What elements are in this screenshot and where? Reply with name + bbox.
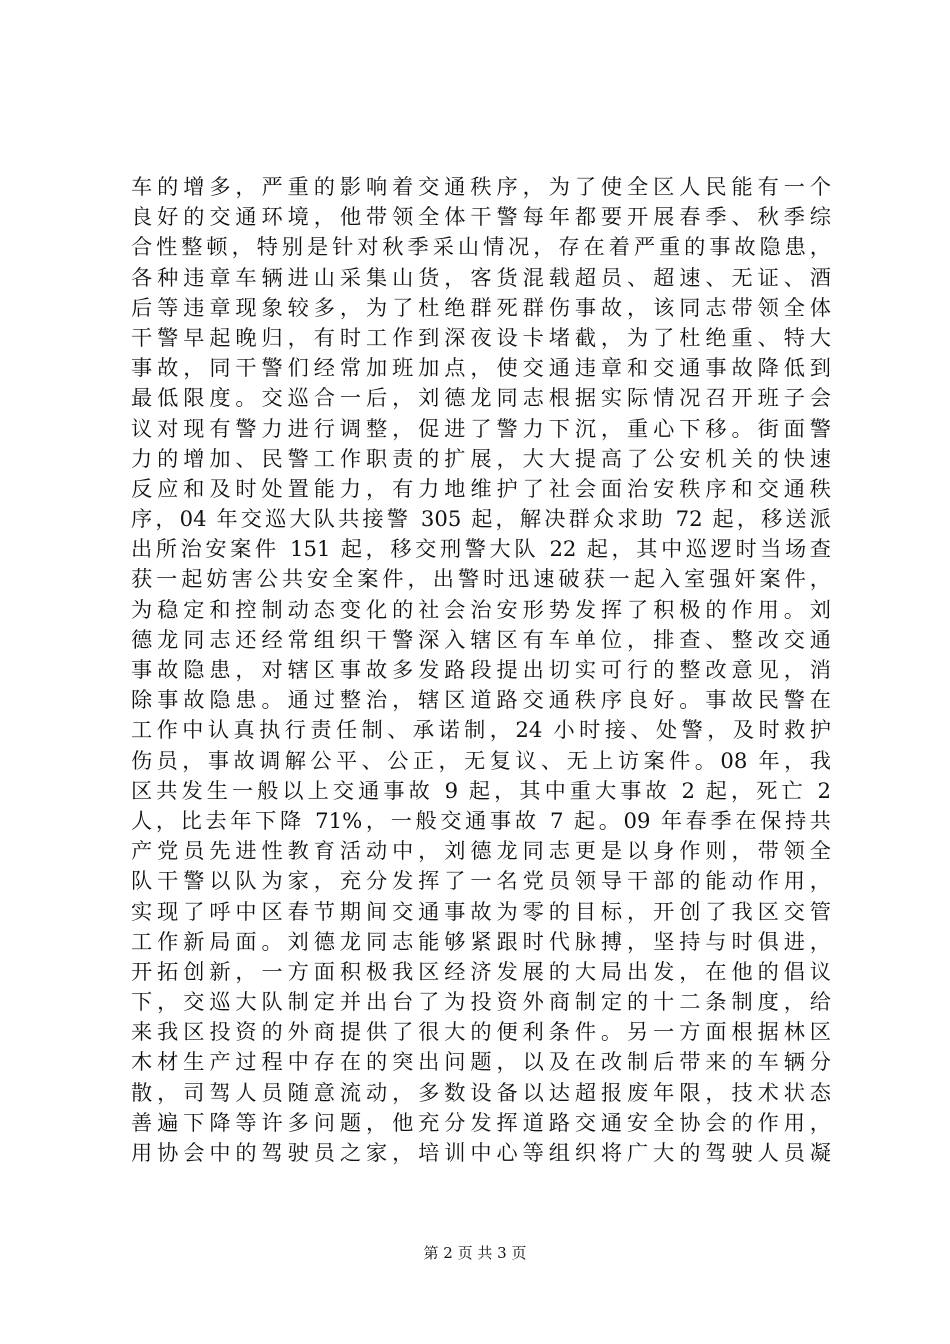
- page-footer: 第 2 页 共 3 页: [423, 1244, 527, 1262]
- body-text: [131, 172, 831, 1168]
- text-line: 良好的交通环境，他带领全体干警每年都要开展春季、秋季综: [131, 204, 831, 230]
- text-line: 工作中认真执行责任制、承诺制，24 小时接、处警，及时救护: [131, 717, 831, 743]
- text-line: 德龙同志还经常组织干警深入辖区有车单位，排查、整改交通: [131, 626, 831, 652]
- text-line: 获一起妨害公共安全案件，出警时迅速破获一起入室强奸案件，: [131, 566, 831, 592]
- text-line: 散，司驾人员随意流动，多数设备以达超报废年限，技术状态: [131, 1079, 831, 1105]
- text-line: 木材生产过程中存在的突出问题，以及在改制后带来的车辆分: [131, 1049, 831, 1075]
- text-line: 合性整顿，特别是针对秋季采山情况，存在着严重的事故隐患，: [131, 234, 831, 260]
- text-line: 除事故隐患。通过整治，辖区道路交通秩序良好。事故民警在: [131, 687, 831, 713]
- text-line: 车的增多，严重的影响着交通秩序，为了使全区人民能有一个: [131, 174, 831, 199]
- text-line: 队干警以队为家，充分发挥了一名党员领导干部的能动作用，: [131, 868, 831, 894]
- text-line: 开拓创新，一方面积极我区经济发展的大局出发，在他的倡议: [131, 958, 831, 984]
- text-line: 来我区投资的外商提供了很大的便利条件。另一方面根据林区: [131, 1019, 831, 1045]
- text-line: 下，交巡大队制定并出台了为投资外商制定的十二条制度，给: [131, 989, 831, 1015]
- text-line: 区共发生一般以上交通事故 9 起，其中重大事故 2 起，死亡 2: [131, 777, 831, 803]
- text-line: 用协会中的驾驶员之家，培训中心等组织将广大的驾驶人员凝: [131, 1140, 831, 1165]
- text-line: 人，比去年下降 71%，一般交通事故 7 起。09 年春季在保持共: [131, 807, 831, 833]
- text-line: 为稳定和控制动态变化的社会治安形势发挥了积极的作用。刘: [131, 596, 831, 622]
- text-line: 反应和及时处置能力，有力地维护了社会面治安秩序和交通秩: [131, 475, 831, 501]
- text-line: 事故隐患，对辖区事故多发路段提出切实可行的整改意见，消: [131, 657, 831, 682]
- text-line: 事故，同干警们经常加班加点，使交通违章和交通事故降低到: [131, 355, 831, 381]
- text-line: 实现了呼中区春节期间交通事故为零的目标，开创了我区交管: [131, 898, 831, 924]
- text-line: 善遍下降等许多问题，他充分发挥道路交通安全协会的作用，: [131, 1109, 831, 1135]
- text-line: 伤员，事故调解公平、公正，无复议、无上访案件。08 年，我: [131, 747, 831, 773]
- text-line: 序，04 年交巡大队共接警 305 起，解决群众求助 72 起，移送派: [131, 506, 831, 532]
- text-line: 力的增加、民警工作职责的扩展，大大提高了公安机关的快速: [131, 445, 831, 471]
- text-line: 各种违章车辆进山采集山货，客货混载超员、超速、无证、酒: [131, 264, 831, 290]
- text-line: 后等违章现象较多，为了杜绝群死群伤事故，该同志带领全体: [131, 294, 831, 320]
- text-line: 干警早起晚归，有时工作到深夜设卡堵截，为了杜绝重、特大: [131, 324, 831, 350]
- text-line: 议对现有警力进行调整，促进了警力下沉，重心下移。街面警: [131, 415, 831, 441]
- text-line: 工作新局面。刘德龙同志能够紧跟时代脉搏，坚持与时俱进，: [131, 928, 831, 954]
- text-line: 产党员先进性教育活动中，刘德龙同志更是以身作则，带领全: [131, 838, 831, 864]
- text-line: 出所治安案件 151 起，移交刑警大队 22 起，其中巡逻时当场查: [131, 536, 831, 562]
- text-line: 最低限度。交巡合一后，刘德龙同志根据实际情况召开班子会: [131, 385, 831, 411]
